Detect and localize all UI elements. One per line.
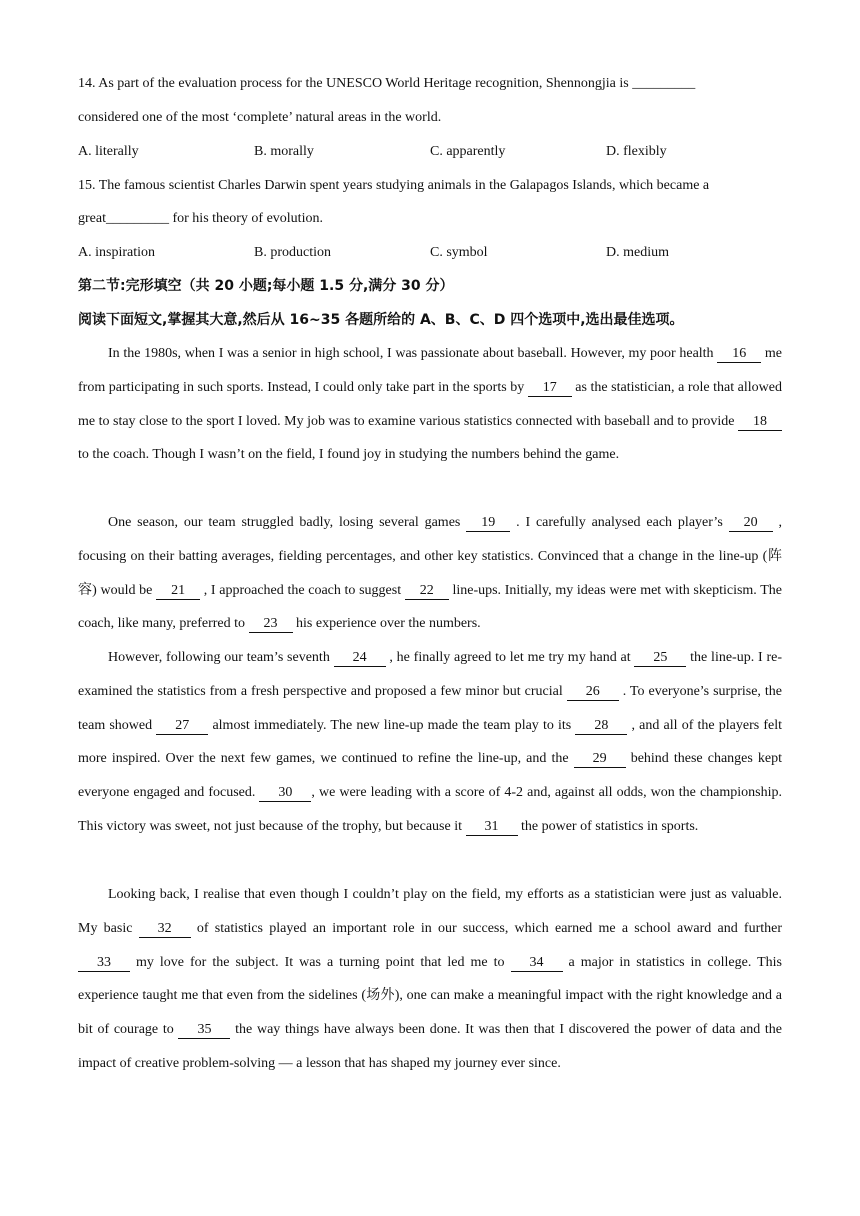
passage-paragraph-1 — [78, 337, 782, 472]
blank-29: 29 — [574, 751, 626, 768]
blank-34: 34 — [511, 955, 563, 972]
passage-text: the way things have always been done. It was then that I discovered the power of data and the impact of creative problem-solving — a lesson that has shaped my journey ever since. — [78, 1022, 782, 1071]
question-14-option-d: D. flexibly — [606, 144, 667, 159]
passage-text: his experience over the numbers. — [292, 616, 481, 632]
passage-paragraph-2 — [78, 506, 782, 641]
question-15-option-a: A. inspiration — [78, 245, 155, 260]
question-14-option-b: B. morally — [254, 144, 314, 159]
passage-text: However, following our team’s seventh — [108, 650, 334, 665]
passage-text: almost immediately. The new line-up made the team play to its — [208, 717, 576, 733]
passage-text: as the statistician, a role that allowed me to stay close to the sport I loved. My job was to examine various statistics connected with baseball and to provide — [78, 379, 782, 429]
passage-text: , and all of the players felt more inspired. Over the next few games, we continued to refine the line-up, and the — [78, 717, 782, 767]
passage-text: , I approached the coach to suggest — [200, 582, 405, 598]
question-15-stem-line1: 15. The famous scientist Charles Darwin spent years studying animals in the Galapagos Islands, which became a — [78, 178, 710, 193]
passage-text: , focusing on their batting averages, fielding percentages, and other key statistics. Convinced that a change in the line-up (阵容) would be — [78, 515, 783, 598]
passage-text: . To everyone’s surprise, the team showed — [78, 683, 783, 733]
passage-text: the power of statistics in sports. — [517, 818, 699, 834]
question-15-option-d: D. medium — [606, 245, 669, 260]
question-14-stem-line1: 14. As part of the evaluation process for the UNESCO World Heritage recognition, Shennongjia is _________ — [78, 76, 696, 91]
question-14-option-c: C. apparently — [430, 144, 506, 159]
blank-31: 31 — [466, 819, 518, 836]
blank-25: 25 — [634, 650, 686, 667]
section-instruction: 阅读下面短文,掌握其大意,然后从 16~35 各题所给的 A、B、C、D 四个选项中,选出最佳选项。 — [78, 312, 684, 328]
blank-21: 21 — [156, 583, 200, 600]
passage-text: , he finally agreed to let me try my hand at — [385, 650, 635, 665]
blank-24: 24 — [334, 650, 386, 667]
question-14-stem-line2: considered one of the most ‘complete’ natural areas in the world. — [78, 110, 442, 125]
blank-19: 19 — [466, 515, 510, 532]
passage-text: Looking back, I realise that even though I couldn’t play on the field, my efforts as a statistician were just as valuable. My basic — [78, 887, 782, 936]
blank-26: 26 — [567, 684, 619, 701]
blank-18: 18 — [738, 414, 782, 431]
question-15-option-b: B. production — [254, 245, 331, 260]
blank-20: 20 — [729, 515, 773, 532]
blank-22: 22 — [405, 583, 449, 600]
blank-27: 27 — [156, 718, 208, 735]
question-15-stem-line2: great_________ for his theory of evolution. — [78, 211, 323, 226]
passage-text: One season, our team struggled badly, losing several games — [108, 515, 467, 530]
blank-30: 30 — [259, 785, 311, 802]
passage-text: to the coach. Though I wasn’t on the field, I found joy in studying the numbers behind the game. — [78, 447, 620, 463]
blank-28: 28 — [575, 718, 627, 735]
blank-23: 23 — [249, 616, 293, 633]
blank-16: 16 — [717, 346, 761, 363]
passage-paragraph-3 — [78, 641, 782, 844]
passage-text: . I carefully analysed each player’s — [510, 515, 729, 530]
passage-text: me from participating in such sports. Instead, I could only take part in the sports by — [78, 346, 783, 395]
blank-35: 35 — [178, 1022, 230, 1039]
passage-text: line-ups. Initially, my ideas were met with skepticism. The coach, like many, preferred to — [78, 582, 782, 632]
question-14-option-a: A. literally — [78, 144, 139, 159]
blank-33: 33 — [78, 955, 130, 972]
passage-text: the line-up. I re-examined the statistics from a fresh perspective and proposed a few minor but crucial — [78, 650, 782, 699]
passage-text: , we were leading with a score of 4-2 and, against all odds, won the championship. This victory was sweet, not just because of the trophy, but because it — [78, 785, 782, 834]
blank-32: 32 — [139, 921, 191, 938]
blank-17: 17 — [528, 380, 572, 397]
section-title: 第二节:完形填空（共 20 小题;每小题 1.5 分,满分 30 分） — [78, 278, 454, 294]
passage-text: a major in statistics in college. This experience taught me that even from the sidelines (场外), one can make a meaningful impact with the right knowledge and a bit of courage to — [78, 954, 782, 1038]
passage-text: In the 1980s, when I was a senior in high school, I was passionate about baseball. However, my poor health — [108, 346, 718, 361]
passage-paragraph-4 — [78, 878, 782, 1081]
passage-text: my love for the subject. It was a turning point that led me to — [130, 954, 511, 970]
passage-text: of statistics played an important role in our success, which earned me a school award and further — [190, 920, 783, 936]
question-15-option-c: C. symbol — [430, 245, 488, 260]
passage-text: behind these changes kept everyone engaged and focused. — [78, 751, 782, 801]
